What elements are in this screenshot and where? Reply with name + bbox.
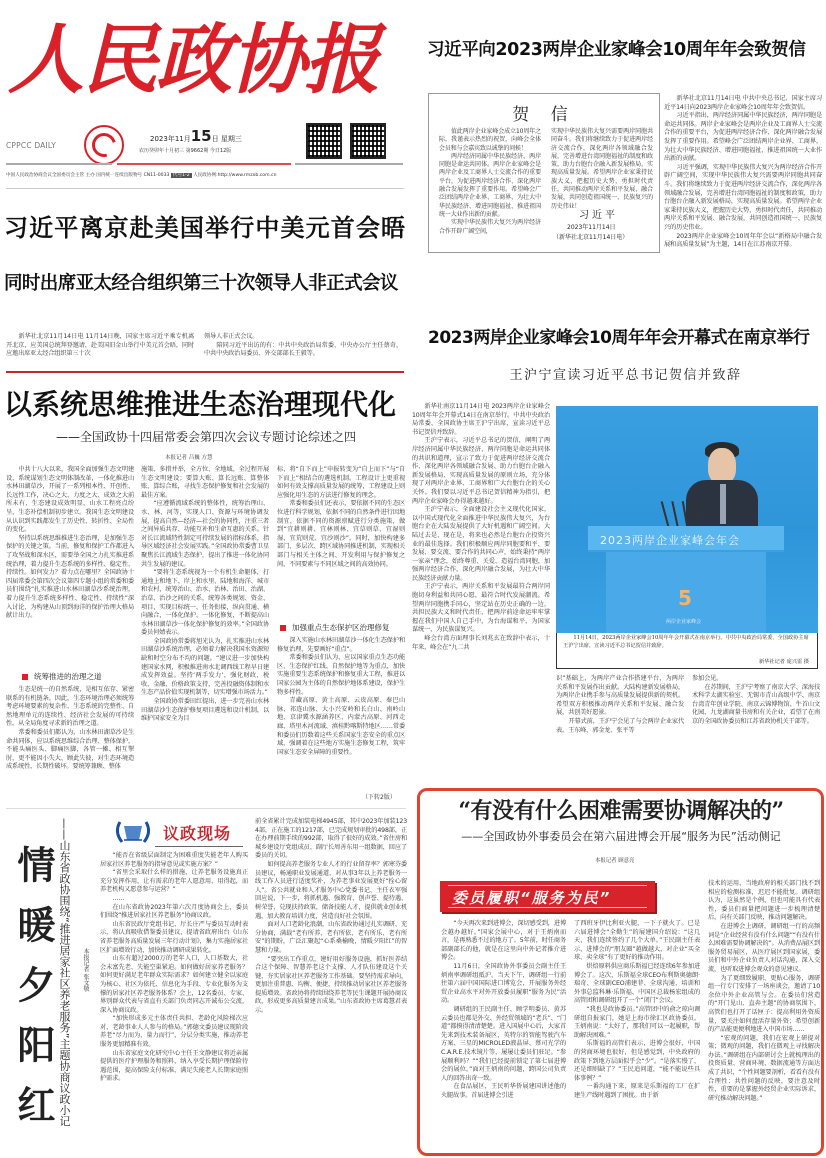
paragraph: 施策、多措并举，全方位、全地域、全过程开展生态文明建设；要算大账、算长远账、算整体账、算综合账，寻找生态保护修复和社会发展的最佳方案。 (141, 466, 269, 499)
paragraph: 王沪宁表示，两岸关系和平发展最符合两岸同胞切身利益和共同心愿，最符合时代发展潮流。希望两岸同胞携手同心，坚定站在历史正确的一边，共担民族大义和时代责任，把两岸前途命运牢牢掌握在我们中国人自己手中，为台海谋和平，为国家谋统一，为民族谋复兴。 (412, 583, 550, 634)
greeting-body (664, 95, 822, 305)
emblem-logo-icon (84, 125, 124, 165)
paragraph: 新华社北京11月14日电 11月14日晚，国家主席习近平乘专机离开北京，应美国总统拜登邀请，赴美国旧金山举行中美元首会晤，同时应邀出席亚太经合组织第三十次 (6, 333, 194, 358)
paragraph: 青藏高原、黄土高原、云贵高原、秦巴山脉、祁连山脉、大小兴安岭和长白山、南岭山地、京津冀水源涵养区、内蒙古高原、河西走廊、塔里木河流域、滇桂黔喀斯特地区……常委和委员们历数着这些关系国家生态安全的重点区域，强调着在这些地方实施生态修复工程，筑牢国家生态安全屏障的重要性。 (277, 697, 405, 756)
banner-line (448, 907, 647, 908)
paragraph: 烘焙原料供应商乐斯福已经连续6年参加进博会了。这次，乐斯福全球CEO布利斯奥德朗·瑞奇、全球副CEO浦建菲、全球沟通、培训和外事总监科琳·乐斯福、中国区总裁杨宏组成的高管团和调研组开了一个“闭门”会议。 (574, 962, 700, 1005)
paragraph: 生态是统一的自然系统，是相互依存、紧密联系的有机链条。因此，生态环境治理必须统筹考虑环境要素的复杂性、生态系统的完整性、自然地理单元的连续性、经济社会发展的可持续性，从全局角度寻求新的治理之道。 (6, 686, 134, 728)
divider (155, 846, 243, 847)
ecology-subheadline: ——全国政协十四届常委会第四次会议专题讨论综述之四 (55, 430, 356, 444)
paragraph: 调研组的王民副主任、顾学明委员、黄苏云委员也都是外交、外经贸领域的“老兵”、“门道”都摸得清清楚楚。进入国展中心后，大家首先来到技术装备展区，英特尔的智能驾驶汽车方案、三星的MICROLED液晶屏、蔡司光学的C.A.R.E.技术镜片等，屡屡让委员们驻足。“参展顺利吗？”“我们已经提前锁定了第七届进博会的展位。”面对王炳南的问题，跨国公司负责人的回答出奇一致。 (441, 1005, 566, 1082)
square-bullet-icon (280, 625, 286, 631)
letter-col1 (439, 128, 541, 248)
elderly-headline[interactable]: 情暖夕阳红 (11, 845, 56, 1145)
microphone-icon (671, 501, 678, 527)
paragraph: 在苏期间，王沪宁考察了南京大学、深海技术科学太湖实验室、无锡市青山高级中学、南京台湾青年创业学院、南京云锦博物馆、牛首山文化园、九龙湖商量书房和有关企业，看望了在南京的全国政协委员和江苏省政协机关干部等。 (692, 683, 820, 725)
photo-caption-box (556, 633, 818, 669)
elderly-subheadline: ——山东省政协围绕“推进居家社区养老服务”主题协商议政小记 (58, 818, 71, 1127)
summit-logo-icon: 5 (678, 586, 692, 610)
paragraph: 习近平指出，两岸经济同属中华民族经济，两岸同胞是命运共同体。两岸企业家峰会是两岸企业及工商界人士交流合作的重要平台，为促进两岸经济合作、深化两岸融合发展发挥了重要作用。希望峰会广泛团结两岸企业界、工商界，为壮大中华民族经济、增进同胞福祉、推进祖国统一大业作出新的贡献。 (664, 112, 822, 163)
photo-speaker-head (708, 448, 736, 484)
paragraph: 全国政协常委田红提出，进一步完善山水林田湖草沙生态保护修复项目遴选和设计机制，以维护国家安全为目 (141, 698, 269, 723)
letter-col2 (551, 128, 653, 210)
section-heading (280, 622, 390, 633)
issue-info: 农历癸卯年十月初三 第9662期 今日12版 (139, 148, 232, 154)
column-label: 议政现场 (163, 824, 232, 843)
ecology-col1-cont (6, 686, 134, 804)
paragraph: 新华社北京11月14日电 中共中央总书记、国家主席习近平14日向2023两岸企业家峰会10周年年会致贺信。 (664, 95, 822, 111)
paragraph: 常委和委员们认为，应以国家重点生态功能区、生态保护红线、自然保护地等为重点，加快实施重要生态系统保护和修复重大工程，推进以国家公园为主体的自然保护地体系建设，保护生物多样性。 (277, 654, 405, 696)
paragraph: 常委和委员们都认为，山水林田湖草沙是生命共同体，应以系统思维综合治理、整体保护，不能头痛医头、脚痛医脚，各管一摊、相互掣肘，更不能因小失大、顾此失彼，对生态环境造成系统性、长期性破坏。要统筹兼顾、整体 (6, 728, 134, 771)
date-day: 15 (190, 127, 212, 145)
divider (295, 163, 403, 165)
elderly-col1 (100, 852, 248, 1154)
paragraph: 山东省民政厅党组书记、厅长庄严与委员互动时表示，将认真吸收借鉴委员建议，提请省政府出台《山东省养老服务高质量发展三年行动计划》，集力实施居家社区扩面增效行动，加快推动调研成果转化。 (100, 920, 248, 954)
paragraph: 面对人口老龄化浪潮，山东省政协通过扎实调研、充分协商，满载“老有所养、老有所依、老有所乐、老有所安”的期盼，广泛汇聚起“心系桑榆晚，情暖夕阳红”的智慧和力量。 (255, 921, 407, 954)
paragraph: 2023两岸企业家峰会10周年年会以“新格局中融合发展和高质量发展”为主题，14日在江苏南京开幕。 (664, 232, 822, 249)
qr-code-icon[interactable] (350, 123, 386, 159)
banner-text: 委员履职“服务为民” (452, 889, 612, 907)
ecology-col1 (6, 466, 134, 668)
publication-info-bar (6, 172, 406, 178)
summit-body-col2 (556, 675, 684, 783)
photo-credit: 新华社记者 庞兴雷 摄 (759, 659, 809, 665)
paragraph: 王沪宁表示，习近平总书记的贺信，阐明了两岸经济同属中华民族经济、两岸同胞是命运共同体的共识和道理，宣示了致力于促进两岸经济交流合作、深化两岸各领域融合发展、助力台胞台企融入新发展格局、实现高质量发展的原则立场，充分体现了对两岸企业界、工商界和广大台胞台企的关心关怀。我们要以习近平总书记贺信精神为指引，把两岸企业家峰会办得越来越好。 (412, 437, 550, 505)
section-title: 统筹推进的治理之道 (34, 672, 102, 681)
section-title: 加强重点生态保护区治理修复 (292, 623, 390, 632)
lead-headline-line1[interactable]: 习近平离京赴美国举行中美元首会晤 (4, 214, 406, 242)
summit-headline[interactable]: 2023两岸企业家峰会10周年年会开幕式在南京举行 (428, 328, 810, 348)
paragraph: “能否在省级层面制定为困难重度失能老年人购买居家社区养老服务的指导意见或实施方案？” (100, 852, 248, 868)
continued-note[interactable]: （下转2版） (362, 794, 396, 801)
paragraph: 实现中华民族伟大复兴需要两岸同胞共同奋斗。我们将继续致力于促进两岸经济交流合作，深化两岸各领域融合发展，完善增进台湾同胞福祉的制度和政策，助力台胞台企融入新发展格局，实现高质量发展。希望两岸企业家秉持民族大义，把握历史大势，勇担时代责任，共同推动两岸关系和平发展、融合发展，共同创造祖国统一、民族复兴的历史伟业！ (551, 128, 653, 210)
paragraph: 标，将“自下而上”申报转变为“自上而下”与“自下而上”相结合的遴选机制。工程设计上更重视如何有效支撑高质量发展的统筹，工程建设上则应强化用生态的方法进行修复的理念。 (277, 466, 405, 499)
paragraph: “加快形成多元主体责任共担、老龄化风险梯次应对、老龄事业人人参与的格局。”郭德文委员建议现阶段养老“尽力而为、量力而行”，分层分类实施，推动养老服务更加精准有效。 (100, 1015, 248, 1049)
summit-body-col3 (692, 675, 820, 783)
banner-line (448, 885, 647, 886)
paragraph: 习近平强调，实现中华民族伟大复兴为两岸经济合作开辟广阔空间，实现中华民族伟大复兴需要两岸同胞共同奋斗。我们将继续致力于促进两岸经济交流合作，深化两岸各领域融合发展，完善增进台湾同胞福祉的制度和政策，助力台胞台企融入新发展格局，实现高质量发展。希望两岸企业家秉持民族大义，把握历史大势，勇担时代责任，共同推动两岸关系和平发展、融合发展，共同创造祖国统一、民族复兴的历史伟业。 (664, 163, 822, 231)
section-heading (22, 671, 102, 682)
photo-caption: 11月14日，2023两岸企业家峰会10周年年会开幕式在南京举行。中共中央政治局常委、全国政协主席王沪宁出席，宣读习近平总书记贺信并致辞。 (563, 635, 809, 649)
summit-body-left (412, 403, 550, 775)
paragraph: “要突出工作重点，建好用好服务设施，抓好医养结合这个保障、智慧养老这个支撑、人才队伍建设这个关键，夯实居家社区养老服务工作基础。要坚持需求导向，更加注重普惠、均衡、便捷，持续推动居家社区养老服务提质增效。省政协将持续围绕养老等民生课题开展协商议政，形成更多高质量建言成果。”山东省政协主席葛慧君表示。 (255, 955, 407, 1015)
paragraph: 开幕式前，王沪宁会见了与会两岸企业家代表。王东峰、郭金龙、张平等 (556, 717, 684, 734)
paragraph: “省里会采取什么样的措施，让养老服务设施真正充分发挥作用，让有需求的老年人愿意用、用得起，而养老机构又愿意参与运营？” (100, 869, 248, 894)
divider (6, 163, 112, 165)
letter-signature: 习近平 (579, 210, 618, 221)
paragraph: 新华社南京11月14日电 2023两岸企业家峰会10周年年会开幕式14日在南京举行。中共中央政治局常委、全国政协主席王沪宁出席，宣读习近平总书记贺信并致辞。 (412, 403, 550, 436)
paragraph: 值此两岸企业家峰会成立10周年之际，我谨表示热烈的祝贺，向峰会全体会员和与会嘉宾致以诚挚的问候！ (439, 128, 541, 152)
ecology-headline[interactable]: 以系统思维推进生态治理现代化 (4, 388, 397, 421)
lead-headline-line2[interactable]: 同时出席亚太经合组织第三十次领导人非正式会议 (4, 273, 398, 294)
masthead-logo: 人民政协报 (8, 15, 378, 104)
microphone-icon (661, 501, 670, 527)
greeting-headline[interactable]: 习近平向2023两岸企业家峰会10周年年会致贺信 (427, 40, 806, 60)
ecology-col2 (141, 466, 269, 804)
paragraph: 山东有超过2000万的老年人口，人口基数大，社会未富先老、失能空巢紧迫。如何做好居家养老服务？如何更好满足老年群众实际需求？如何建立健全以家庭为核心、社区为依托、信息化为手段、专业化服务为支撑的居家社区养老服务体系？会上，12名委员、专家、界别群众代表与省直有关部门负责同志开诚布公交流，深入协商议政。 (100, 955, 248, 1014)
letter-title: 贺 信 (512, 105, 576, 125)
ecology-byline: 本报记者 吕巍 方慧 (165, 455, 213, 461)
summit-logo-text: 两岸企业家峰会 (666, 619, 702, 625)
feature-headline[interactable]: “有没有什么困难需要协调解决的” (458, 798, 784, 824)
paragraph: 前全省累计完成加装电梯4945部，其中2023年加装1234部，正在施工的1217部，已完成规划审批的498部，正在办理前期手续的992部，取得了很好的成效。”省住房和城乡建设厅党组成员、副厅长周善东用一组数据，回应了委员的关切。 (255, 818, 407, 860)
paragraph: 峰会台湾方面理事长刘兆玄在致辞中表示，十年来，峰会在“九二共 (412, 635, 550, 651)
paragraph: “应遵循流域系统的整体性，统筹治理山、水、林、河等，实现人口、资源与环境协调发展，提高自然—经济—社会的协同性，注重三者之间异质共存、功能互补和生命互惠的关系。针对长江流域特性制定可持续发展的指标体系，指导区域经济社会发展实践。”全国政协常委曹卫星聚焦长江流域生态保护，提出了推进一体化协同共生发展的建议。 (141, 500, 269, 568)
paragraph: 为了更细致履职、更贴心服务，调研组一行专门安排了一场座谈会，邀请了10余位中外企业高管与会。在委员们营造的“开门见山、直奔主题”的协商氛围下，高管们也打开了话匣子：提高利用外资质量，要关注如何盘活存量外资；希望创新的产品能更便利地进入中国市场…… (708, 974, 820, 1034)
paragraph: 在食品展区，王民听华侨展建国讲述他的火腿故事。首届进博会引进 (441, 1083, 566, 1099)
ecology-col3-cont (277, 637, 405, 785)
paragraph: 参加会见。 (692, 675, 723, 682)
paragraph: 乐斯福的高管们表示，进博会很好，中国的营商环境也很好，但是感觉到，中央政府的政策下到地方层面似乎会“少”。“是落实慢了，还是细则缺了？”王民追问道，“能不能说些具体事例？” (574, 1040, 700, 1082)
paragraph: 了西班牙伊比利亚火腿，一下子就火了。已是六届进博会“全勤生”的展建国介绍说：“这几天，我们连续签约了几个大单。”王民副主任表示，进博会的“朋友圈”越做越大，对企业“买全球、卖全球”有了更好的推动作用。 (574, 920, 700, 962)
feature-col2 (574, 920, 700, 1150)
paragraph: 两岸经济同属中华民族经济，两岸同胞是命运共同体。两岸企业家峰会是两岸企业及工商界人士交流合作的重要平台，为促进两岸经济合作、深化两岸融合发展发挥了重要作用。希望峰会广泛团结两岸企业界、工商界，为壮大中华民族经济、增进同胞福祉、推进祖国统一大业作出新的贡献。 (439, 152, 541, 218)
paragraph: “我也是政协委员。”高管团中的俞之琼向调研组自报家门，她是上海市徐汇区政协委员。王炳南说：“太好了，那我们可以一起履职，帮助解决困难。” (574, 1005, 700, 1039)
paragraph: 山东省家庭文化研究中心主任王文静建议将近亲属提供的医疗护理服务和照料，纳入享受长期护理保险待遇范围，提高保险支付标准，满足失能老人长期家庭照护需求。 (100, 1049, 248, 1083)
divider (117, 163, 291, 165)
podium-text: 2023两岸企业家峰会年会 (600, 534, 740, 547)
ecology-col3 (277, 466, 405, 618)
forum-logo-icon (112, 818, 154, 846)
english-name: CPPCC DAILY (6, 141, 57, 150)
issue-date (150, 127, 242, 145)
divider (6, 808, 406, 809)
date-suffix: 日 星期三 (211, 135, 242, 143)
lead-body-col1 (6, 333, 194, 369)
date-prefix: 2023年11月 (150, 135, 191, 143)
column-banner (440, 881, 655, 912)
paragraph: 一番沟通下来，原来是乐斯福的工厂在扩建生产线时遇到了困扰。由于新 (574, 1083, 700, 1099)
paragraph: 全国政协常委蒋旭光认为，扎实推进山水林田湖草沙系统治理，必须着力解决我国水资源短缺和时空分布不均的问题。“建议进一步加快构建国家水网，积极推进南水北调西线工程早日建成发挥效益。坚持‘两手发力’，强化财政、税收、金融、价格政策支持，完善投融资体制和水生态产品价值实现机制等，切实增强市场活力。” (141, 637, 269, 697)
paragraph: …… (112, 894, 125, 902)
photo-tie (720, 484, 726, 524)
feature-byline: 本报记者 顾意亮 (595, 858, 635, 864)
summit-subheadline: 王沪宁宣读习近平总书记贺信并致辞 (509, 368, 742, 383)
paragraph: “要将生态系统视为一个有机生命躯体，打通地上和地下、岸上和水里、陆地和海洋、城市和农村，统筹治山、治水、治林、治田、治湖、治草、治沙之间的关系，统筹各类规划、资金、项目，实现目标统一、任务衔接，纵向贯通、横向融合，一体化保护、一体化修复，不断提高山水林田湖草沙一体化保护修复的效率。”全国政协委员何婧表示。 (141, 569, 269, 637)
feature-col1 (441, 920, 566, 1150)
paragraph: 常委和委员们还表示，要依据不同的生态区位进行科学规划，依据不同的自然条件进行因地制宜，依据不同的资源禀赋进行分类施策，做到“宜耕则耕、宜林则林、宜草则草、宜湿则湿、宜荒则荒、宜沙则沙”。同时，加快构建多部门、多层次、跨区域协同推进机制，实现相关部门与相关主体之间、开发利用与保护修复之间、不同要素与不同区域之间的高效协同。 (277, 500, 405, 568)
publisher-info: 中国人民政治协商会议全国委员会主管 主办 国内统一连续出版物号 CN11-0033 (6, 173, 170, 178)
paragraph: 在山东省政协2023年第六次月度协商会上，委员们围绕“推进居家社区养老服务”协商议政。 (100, 903, 248, 920)
postal-code-badge: 代号1-2 (172, 173, 190, 178)
feature-subheadline: ——全国政协外事委员会在第六届进博会开展“服务为民”活动侧记 (461, 830, 781, 843)
paragraph: 坚持以系统思维推进生态治理，是加强生态保护的关键之策。当前，修复和保护工作都进入了攻坚战和深水区，需要举全国之力扎实推进系统治理，着力提升生态系统的多样性、稳定性、持续性。如何发力？着力点在哪里？全国政协十四届常委会第四次会议第四专题小组的常委和委员们围绕“扎实推进山水林田湖草沙系统治理，着力提升生态系统多样性、稳定性、持续性”深入讨论，为构建从山顶到海洋的保护治理大格局献计出力。 (6, 534, 134, 620)
paragraph: 11月6日，全国政协外事委员会副主任王炳南率调研组抵沪。当天下午，调研组一行前往第六届中国国际进口博览会，开展服务外经贸企业高水平对外开放委员履职“服务为民”活动。 (441, 962, 566, 1005)
paragraph: 领导人非正式会议。 (204, 333, 259, 340)
news-photo[interactable] (556, 406, 818, 633)
paragraph: 如何提高养老服务专业人才的行业留存率？郭寒芬委员建议，畅通职业发展通道，对从事3年以上养老服务一线工作人员进行适度奖补，为养老事业发展更好“拴心留人”。省公共就业和人才服务中心党委书记、主任衣军强回应说，下一步，将抓机遇、强教育、创声誉、提待遇、树荣誉，兑现扶持政策，储备技能人才，提供就业创业机遇，加大教育培训力度，营造良好社会氛围。 (255, 860, 407, 920)
letter-source: （新华社北京11月14日电） (553, 234, 629, 241)
paragraph: 技术的运用，当地政府的相关部门找不到相应的检测标准，迟迟不能批复。调研组认为，这虽然是个例，但也可能具有代表性，委员们商量把问题进一步梳理清楚后，向有关部门反映，推动问题解决。 (708, 880, 820, 922)
paragraph: 识”基础上，为两岸产业合作搭建平台，为两岸关系和平发展作出贡献。大陆构建新发展格局，为两岸企业携手参与高质量发展提供新的契机。希望双方积极推动两岸关系和平发展、融合发展，共创美好愿景。 (556, 675, 684, 717)
elderly-byline: 本报记者 张文敬 (82, 948, 89, 992)
paragraph: 深入实施山水林田湖草沙一体化生态保护和修复治理，先要画好“重点”。 (277, 637, 405, 653)
qr-code-icon[interactable] (306, 123, 342, 159)
paragraph: “宏观的问题，我们在宏观上研提对策；微观的问题，我们在微观上寻找解决办法。”调研组在内部研讨会上就梳理出的投资质量、营商环境、数据流通等方面达成了共识，“个性问题要剖析，看看有没有合理性；共性问题的反映，要注意及时性，重要的是掌握外经贸企业实际诉求，研究推动解决问题。” (708, 1034, 820, 1102)
paragraph: 中共十八大以来，我国全面加强生态文明建设，系统谋划生态文明体制改革，一体化推进山水林田湖草沙，开展了一系列根本性、开创性、长远性工作，决心之大、力度之大、成效之大前所未有，生态建设成效明显，山水工程亮点纷呈，生态补偿机制初步建立。我国生态文明建设从认识到实践都发生了历史性、转折性、全局性的变化。 (6, 466, 134, 534)
feature-col3 (708, 880, 820, 1150)
letter-date: 2023年11月14日 (567, 224, 616, 231)
elderly-col2 (255, 818, 407, 1154)
square-bullet-icon (22, 674, 28, 680)
divider (6, 371, 404, 373)
greeting-letter-box (428, 93, 660, 253)
website-link[interactable]: 人民政协网:http://www.rmzxb.com.cn (193, 173, 277, 178)
paragraph: “今天再次来到进博会，深切感受到，进博会越办越好。”国家会展中心，对于王炳南而言，是再熟悉不过的地方了。5年前，时任商务部副部长的他，就是在这里向中外记者推介进博会。 (441, 920, 566, 962)
divider (6, 188, 404, 189)
paragraph: 王沪宁表示，全面建设社会主义现代化国家，以中国式现代化全面推进中华民族伟大复兴，为台胞台企在大陆发展提供了大好机遇和广阔空间。大陆过去是、现在是，将来也必然是台胞台企投资兴业的最佳选择。我们积极顺应两岸同胞要和平、要发展、要交流、要合作的共同心声，始终秉持“两岸一家亲”理念，始终尊重、关爱、造福台湾同胞，加强两岸经济合作，深化两岸融合发展，为壮大中华民族经济贡献力量。 (412, 506, 550, 582)
paragraph: 陪同习近平出访的有：中共中央政治局常委、中央办公厅主任蔡奇，中共中央政治局委员、外交部部长王毅等。 (204, 341, 402, 358)
paragraph: 实现中华民族伟大复兴为两岸经济合作开辟广阔空间， (439, 219, 541, 235)
paragraph: 在进博会上调研，调研组一行的高频词是“企业经营有没有什么问题”“有没有什么困难需要协调解决的”。从消费品展区到服务贸易展区，从医疗展区到国家展，委员们和中外企业负责人对话沟通，深入交流，也听取进博会观众的意见建议。 (708, 922, 820, 973)
lead-body-col2 (204, 333, 402, 369)
